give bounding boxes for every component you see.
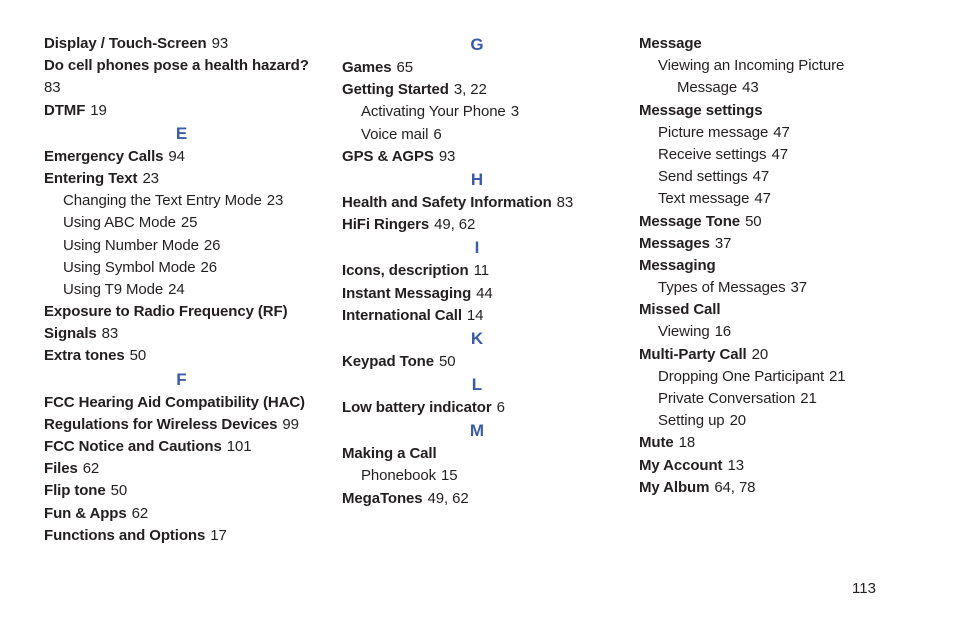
- entry-term: Display / Touch-Screen: [44, 35, 207, 52]
- entry-term: FCC Notice and Cautions: [44, 438, 222, 455]
- entry-term: Message: [639, 35, 702, 52]
- entry-page-ref: 26: [203, 236, 221, 254]
- entry-page-ref: 49,: [434, 216, 455, 234]
- entry-page-ref: 23: [266, 192, 284, 210]
- entry-page-ref: 94: [168, 147, 185, 165]
- entry-page-ref: 23: [142, 169, 159, 187]
- index-entry: [44, 392, 319, 414]
- index-entry: [342, 443, 612, 465]
- index-entry: [44, 33, 319, 55]
- entry-page-ref: 24: [168, 280, 185, 298]
- section-letter: L: [471, 375, 483, 395]
- entry-page-ref: 78: [734, 478, 756, 496]
- entry-term: HiFi Ringers: [342, 216, 430, 234]
- entry-page-ref: 93: [438, 147, 456, 165]
- entry-term: Using Symbol Mode: [63, 258, 196, 276]
- entry-term: Dropping One Participant: [658, 367, 825, 385]
- entry-term: Multi-Party Call: [639, 345, 747, 363]
- entry-page-ref: 20: [751, 345, 769, 363]
- entry-term: MegaTones: [342, 489, 423, 507]
- entry-term: Send settings: [658, 168, 748, 186]
- entry-term: Using ABC Mode: [63, 214, 176, 232]
- entry-term: Messages: [639, 234, 710, 252]
- entry-term: Setting up: [658, 412, 725, 430]
- section-letter: F: [176, 369, 187, 389]
- entry-page-ref: 21: [800, 390, 817, 407]
- index-entry: [342, 305, 612, 327]
- section-letter: G: [470, 35, 484, 54]
- entry-term: Fun & Apps: [44, 504, 127, 522]
- section-letter: M: [469, 421, 485, 441]
- index-entry: [342, 283, 612, 305]
- entry-page-ref: 37: [790, 279, 808, 297]
- index-entry-page-continued: 83: [44, 79, 61, 97]
- entry-term: Viewing an Incoming Picture: [658, 57, 845, 75]
- index-subentry: [639, 277, 909, 299]
- entry-page-ref: 47: [754, 190, 771, 208]
- entry-term: Files: [44, 460, 78, 478]
- entry-term: Activating Your Phone: [361, 103, 506, 121]
- entry-term: Phonebook: [361, 467, 437, 485]
- entry-page-ref: 25: [180, 214, 198, 232]
- entry-term: Private Conversation: [658, 390, 796, 407]
- entry-term: Messaging: [639, 256, 716, 274]
- index-entry: [44, 414, 319, 436]
- index-entry: [639, 477, 909, 499]
- index-entry: [44, 503, 319, 525]
- index-subentry: [639, 188, 909, 210]
- entry-term: Entering Text: [44, 169, 138, 187]
- index-subentry: [639, 144, 909, 166]
- entry-term: Making a Call: [342, 445, 437, 463]
- entry-term: Health and Safety Information: [342, 193, 552, 211]
- index-entry: [342, 397, 612, 419]
- index-subentry: [639, 410, 909, 432]
- entry-term: Keypad Tone: [342, 352, 434, 370]
- entry-page-ref: 47: [752, 168, 770, 186]
- entry-term: Extra tones: [44, 347, 125, 365]
- entry-page-ref: 50: [110, 482, 128, 500]
- index-entry: [639, 233, 909, 255]
- entry-term: Flip tone: [44, 482, 106, 500]
- entry-page-ref: 101: [226, 438, 252, 455]
- index-subentry: [44, 279, 319, 301]
- index-entry: [639, 100, 909, 122]
- entry-term: Exposure to Radio Frequency (RF): [44, 303, 288, 321]
- entry-term: FCC Hearing Aid Compatibility (HAC): [44, 393, 305, 411]
- entry-term: Using Number Mode: [63, 236, 199, 254]
- entry-page-ref: 17: [210, 526, 227, 544]
- entry-page-ref: 62: [82, 460, 100, 478]
- entry-page-ref: 3,: [453, 81, 467, 99]
- entry-term: Message: [677, 79, 738, 97]
- index-subentry: [639, 366, 909, 388]
- page-number: 113: [852, 580, 876, 597]
- index-entry: [639, 344, 909, 366]
- index-entry: [342, 79, 612, 101]
- index-entry: [342, 260, 612, 282]
- entry-page-ref: 22: [466, 81, 487, 99]
- entry-term: Voice mail: [361, 125, 429, 143]
- entry-term: Picture message: [658, 123, 769, 141]
- index-entry: [44, 436, 319, 458]
- entry-term: International Call: [342, 306, 462, 324]
- index-subentry: [44, 257, 319, 279]
- entry-term: My Album: [639, 478, 710, 496]
- entry-term: Regulations for Wireless Devices: [44, 415, 278, 433]
- index-subentry: [342, 124, 612, 146]
- entry-page-ref: 11: [473, 262, 489, 280]
- entry-term: Missed Call: [639, 301, 721, 319]
- index-entry: [342, 214, 612, 236]
- index-entry: [44, 168, 319, 190]
- index-entry: [44, 100, 319, 122]
- entry-page-ref: 3: [510, 103, 519, 121]
- index-subentry: [44, 212, 319, 234]
- entry-term: Instant Messaging: [342, 284, 472, 302]
- index-entry: [639, 255, 909, 277]
- entry-page-ref: 43: [742, 79, 759, 97]
- index-entry: [342, 192, 612, 214]
- index-entry: [639, 33, 909, 55]
- index-subentry: [44, 235, 319, 257]
- entry-term: Message Tone: [639, 212, 741, 230]
- entry-term: Receive settings: [658, 145, 767, 163]
- entry-page-ref: 62: [131, 504, 149, 522]
- entry-page-ref: 47: [771, 145, 788, 163]
- index-entry: [44, 301, 319, 323]
- entry-page-ref: 6: [433, 125, 442, 143]
- index-subentry: [44, 190, 319, 212]
- entry-page-ref: 99: [282, 415, 299, 433]
- entry-page-ref: 20: [729, 412, 747, 430]
- entry-page-ref: 15: [441, 467, 458, 485]
- index-subentry: [639, 55, 909, 77]
- entry-term: Functions and Options: [44, 526, 206, 544]
- entry-page-ref: 93: [211, 35, 229, 52]
- entry-page-ref: 37: [714, 234, 732, 252]
- entry-term: Icons, description: [342, 262, 469, 280]
- index-subentry: [639, 321, 909, 343]
- index-entry: [639, 211, 909, 233]
- entry-term: GPS & AGPS: [342, 147, 434, 165]
- entry-term: Low battery indicator: [342, 399, 492, 417]
- index-entry: [639, 432, 909, 454]
- entry-page-ref: 62: [454, 216, 476, 234]
- entry-page-ref: 49,: [427, 489, 449, 507]
- index-entry: [639, 455, 909, 477]
- entry-page-ref: 18: [678, 434, 696, 452]
- entry-term: Signals: [44, 325, 97, 343]
- index-entry: [44, 525, 319, 547]
- index-column-3: [639, 33, 909, 499]
- index-entry: [342, 57, 612, 79]
- index-entry: [342, 351, 612, 373]
- entry-page-ref: 50: [745, 212, 762, 230]
- entry-term: Text message: [658, 190, 750, 208]
- entry-page-ref: 65: [396, 59, 414, 76]
- index-entry: [44, 146, 319, 168]
- entry-term: Games: [342, 59, 392, 76]
- index-subentry: [342, 465, 612, 487]
- entry-page-ref: 83: [556, 193, 574, 211]
- index-entry: [44, 323, 319, 345]
- entry-term: Using T9 Mode: [63, 280, 164, 298]
- entry-page-ref: 19: [90, 101, 107, 119]
- index-entry: [44, 55, 319, 77]
- entry-term: Mute: [639, 434, 674, 452]
- index-entry: [44, 345, 319, 367]
- entry-term: Getting Started: [342, 81, 449, 99]
- entry-page-ref: 14: [466, 306, 484, 324]
- entry-term: My Account: [639, 456, 723, 474]
- index-subentry: [639, 77, 909, 99]
- entry-term: Emergency Calls: [44, 147, 164, 165]
- entry-term: Types of Messages: [658, 279, 786, 297]
- entry-page-ref: 62: [448, 489, 469, 507]
- index-subentry: [639, 122, 909, 144]
- index-entry: [44, 458, 319, 480]
- section-letter: I: [474, 238, 480, 258]
- index-subentry: [342, 101, 612, 123]
- entry-page-ref: 64,: [714, 478, 735, 496]
- index-entry: [639, 299, 909, 321]
- section-letter: H: [470, 169, 484, 189]
- entry-page-ref: 47: [773, 123, 790, 141]
- index-entry: [44, 480, 319, 502]
- index-entry: [342, 146, 612, 168]
- index-subentry: [639, 166, 909, 188]
- index-column-2: [342, 33, 612, 510]
- entry-term: Viewing: [658, 323, 710, 341]
- section-letter: K: [470, 328, 484, 348]
- entry-page-ref: 13: [727, 456, 744, 474]
- entry-page-ref: 83: [101, 325, 119, 343]
- index-subentry: [639, 388, 909, 410]
- index-entry: [342, 488, 612, 510]
- entry-page-ref: 16: [714, 323, 732, 341]
- entry-term: Do cell phones pose a health hazard?: [44, 57, 309, 75]
- entry-page-ref: 26: [200, 258, 218, 276]
- entry-page-ref: 44: [476, 284, 493, 302]
- entry-page-ref: 50: [438, 352, 456, 370]
- entry-term: Message settings: [639, 101, 763, 119]
- entry-term: Changing the Text Entry Mode: [63, 192, 262, 210]
- section-letter: E: [175, 123, 188, 143]
- entry-page-ref: 6: [496, 399, 505, 417]
- entry-page-ref: 50: [129, 347, 147, 365]
- index-column-1: [44, 33, 319, 547]
- entry-page-ref: 21: [829, 367, 846, 385]
- entry-term: DTMF: [44, 101, 86, 119]
